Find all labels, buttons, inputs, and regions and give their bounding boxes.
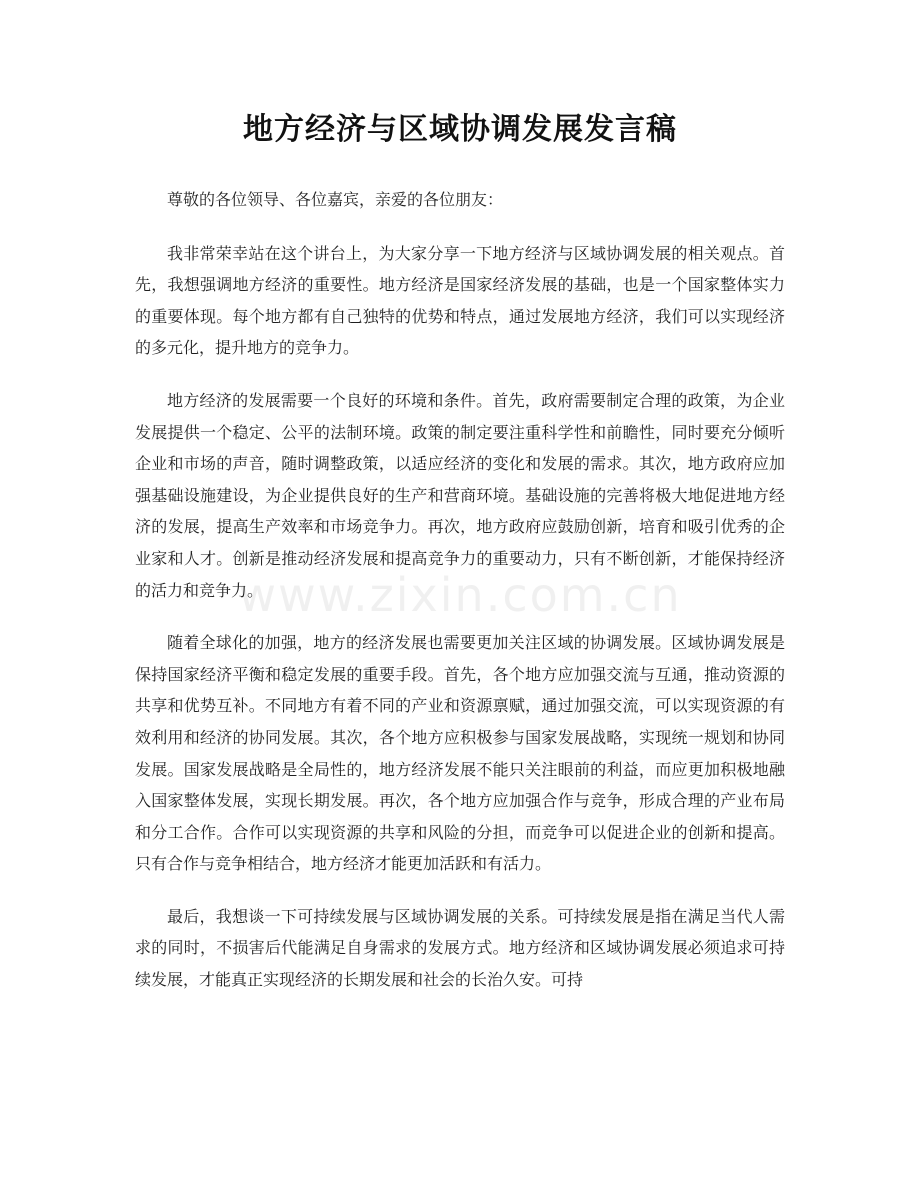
watermark: www.zixin.com.cn [238,568,682,622]
paragraph-environment: 地方经济的发展需要一个良好的环境和条件。首先，政府需要制定合理的政策，为企业发展提供一个稳定、公平的法制环境。政策的制定要注重科学性和前瞻性，同时要充分倾听企业和市场的声音，随时调整政策，以适应经济的变化和发展的需求。其次，地方政府应加强基础设施建设，为企业提供良好的生产和营商环境。基础设施的完善将极大地促进地方经济的发展，提高生产效率和市场竞争力。再次，地方政府应鼓励创新，培育和吸引优秀的企业家和人才。创新是推动经济发展和提高竞争力的重要动力，只有不断创新，才能保持经济的活力和竞争力。 [135,390,785,600]
paragraph-intro: 我非常荣幸站在这个讲台上，为大家分享一下地方经济与区域协调发展的相关观点。首先，我想强调地方经济的重要性。地方经济是国家经济发展的基础，也是一个国家整体实力的重要体现。每个地方都有自己独特的优势和特点，通过发展地方经济，我们可以实现经济的多元化，提升地方的竞争力。 [135,243,785,358]
paragraph-sustainability: 最后，我想谈一下可持续发展与区域协调发展的关系。可持续发展是指在满足当代人需求的同时，不损害后代能满足自身需求的发展方式。地方经济和区域协调发展必须追求可持续发展，才能真正实现经济的长期发展和社会的长治久安。可持 [135,906,785,990]
paragraph-regional-coordination: 随着全球化的加强，地方的经济发展也需要更加关注区域的协调发展。区域协调发展是保持国家经济平衡和稳定发展的重要手段。首先，各个地方应加强交流与互通，推动资源的共享和优势互补。不同地方有着不同的产业和资源禀赋，通过加强交流，可以实现资源的有效利用和经济的协同发展。其次，各个地方应积极参与国家发展战略，实现统一规划和协同发展。国家发展战略是全局性的，地方经济发展不能只关注眼前的利益，而应更加积极地融入国家整体发展，实现长期发展。再次，各个地方应加强合作与竞争，形成合理的产业布局和分工合作。合作可以实现资源的共享和风险的分担，而竞争可以促进企业的创新和提高。只有合作与竞争相结合，地方经济才能更加活跃和有活力。 [135,633,785,874]
document-body [135,184,785,1017]
document-title: 地方经济与区域协调发展发言稿 [243,112,677,147]
greeting-paragraph: 尊敬的各位领导、各位嘉宾，亲爱的各位朋友： [167,190,504,209]
